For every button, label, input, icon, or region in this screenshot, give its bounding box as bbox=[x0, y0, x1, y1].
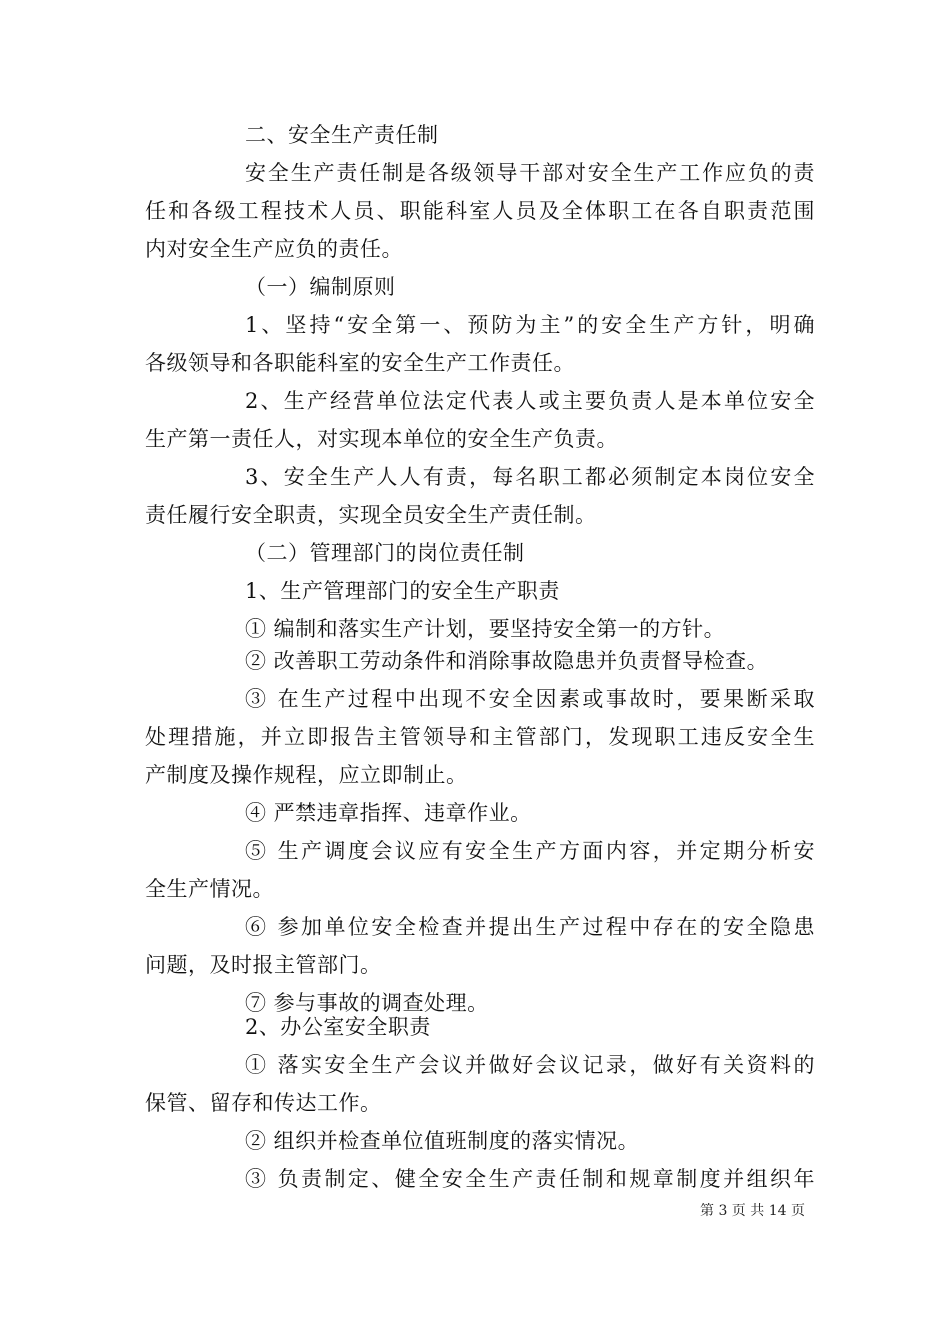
paragraph-line: 3、安全生产人人有责，每名职工都必须制定本岗位安全 bbox=[245, 465, 815, 489]
list-item: ③ 负责制定、健全安全生产责任制和规章制度并组织年 bbox=[245, 1167, 815, 1191]
paragraph-line: 处理措施，并立即报告主管领导和主管部门，发现职工违反安全生 bbox=[145, 725, 815, 749]
paragraph-line: 全生产情况。 bbox=[145, 877, 274, 901]
paragraph-line: 1、坚持“安全第一、预防为主”的安全生产方针，明确 bbox=[245, 313, 815, 337]
paragraph-line: 任和各级工程技术人员、职能科室人员及全体职工在各自职责范围 bbox=[145, 199, 815, 223]
paragraph-line: 2、生产经营单位法定代表人或主要负责人是本单位安全 bbox=[245, 389, 815, 413]
paragraph-line: 问题，及时报主管部门。 bbox=[145, 953, 382, 977]
page-number: 第 3 页 共 14 页 bbox=[700, 1203, 805, 1219]
list-item: ⑦ 参与事故的调查处理。 bbox=[245, 991, 489, 1015]
list-item: ⑥ 参加单位安全检查并提出生产过程中存在的安全隐患 bbox=[245, 915, 815, 939]
list-item: ④ 严禁违章指挥、违章作业。 bbox=[245, 801, 532, 825]
list-item: ② 改善职工劳动条件和消除事故隐患并负责督导检查。 bbox=[245, 649, 769, 673]
subsection-heading: （二）管理部门的岗位责任制 bbox=[245, 541, 525, 565]
paragraph-line: 产制度及操作规程，应立即制止。 bbox=[145, 763, 468, 787]
item-heading: 2、办公室安全职责 bbox=[245, 1015, 431, 1039]
paragraph-line: 各级领导和各职能科室的安全生产工作责任。 bbox=[145, 351, 575, 375]
paragraph-line: 生产第一责任人，对实现本单位的安全生产负责。 bbox=[145, 427, 618, 451]
list-item: ② 组织并检查单位值班制度的落实情况。 bbox=[245, 1129, 640, 1153]
list-item: ③ 在生产过程中出现不安全因素或事故时，要果断采取 bbox=[245, 687, 815, 711]
paragraph-line: 责任履行安全职责，实现全员安全生产责任制。 bbox=[145, 503, 597, 527]
list-item: ① 落实安全生产会议并做好会议记录，做好有关资料的 bbox=[245, 1053, 815, 1077]
subsection-heading: （一）编制原则 bbox=[245, 275, 396, 299]
list-item: ① 编制和落实生产计划，要坚持安全第一的方针。 bbox=[245, 617, 726, 641]
paragraph-line: 内对安全生产应负的责任。 bbox=[145, 237, 403, 261]
paragraph-line: 安全生产责任制是各级领导干部对安全生产工作应负的责 bbox=[245, 161, 815, 185]
list-item: ⑤ 生产调度会议应有安全生产方面内容，并定期分析安 bbox=[245, 839, 815, 863]
section-heading: 二、安全生产责任制 bbox=[245, 123, 439, 147]
item-heading: 1、生产管理部门的安全生产职责 bbox=[245, 579, 560, 603]
paragraph-line: 保管、留存和传达工作。 bbox=[145, 1091, 382, 1115]
